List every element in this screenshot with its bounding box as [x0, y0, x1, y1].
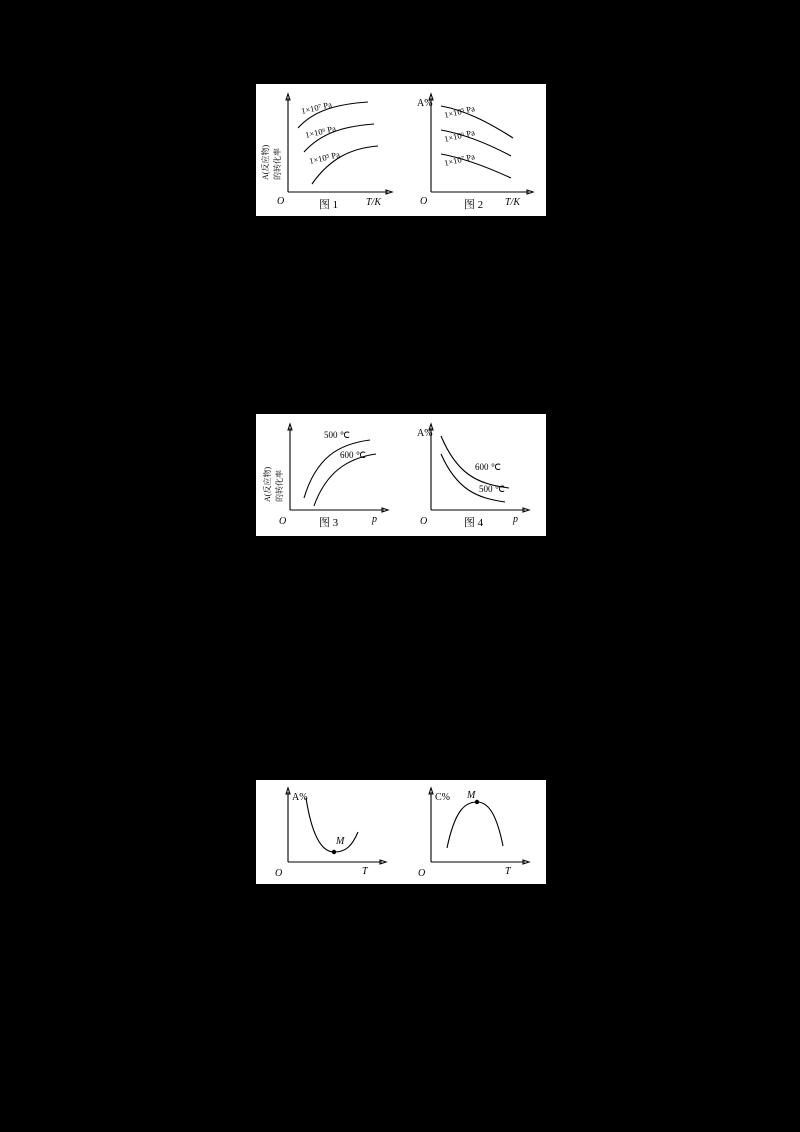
series-label-p5: 1×10⁵ Pa — [308, 149, 341, 166]
x-axis-label: p — [513, 514, 518, 525]
chart-6 — [401, 780, 546, 884]
origin-label: O — [279, 516, 287, 527]
x-axis-label: T — [362, 866, 368, 877]
y-axis-label-line2: 的转化率 — [273, 148, 282, 180]
y-axis-label-line1: A(反应物) — [261, 144, 270, 180]
caption-figure-3: 图 3 — [318, 517, 339, 529]
series-label-500: 500 ℃ — [479, 484, 505, 494]
caption-figure-1: 图 1 — [318, 199, 339, 211]
chart-4 — [401, 414, 546, 536]
x-axis-label: T — [505, 866, 511, 877]
x-axis-label: T/K — [366, 197, 382, 208]
origin-label: O — [418, 868, 426, 879]
series-label-p6: 1×10⁶ Pa — [304, 123, 337, 140]
y-axis-label: C% — [435, 792, 450, 803]
x-axis-label: p — [372, 514, 377, 525]
caption-figure-2: 图 2 — [463, 199, 484, 211]
series-label-p5: 1×10⁵ Pa — [443, 103, 476, 120]
series-label-500: 500 ℃ — [324, 430, 350, 440]
curve-p5 — [312, 146, 378, 184]
figure-group-2 — [256, 414, 546, 536]
point-M-label: M — [467, 790, 476, 801]
chart-2 — [401, 84, 546, 216]
point-M-marker — [475, 800, 479, 804]
figure-group-3 — [256, 780, 546, 884]
chart-6-svg — [401, 780, 546, 884]
series-label-600: 600 ℃ — [475, 462, 501, 472]
series-label-p7: 1×10⁷ Pa — [443, 151, 476, 168]
caption-figure-4: 图 4 — [463, 517, 484, 529]
curve-C-percent — [447, 802, 503, 848]
y-axis-label: A% — [417, 98, 433, 109]
series-label-p7: 1×10⁷ Pa — [300, 99, 333, 116]
origin-label: O — [420, 196, 428, 207]
y-axis-label-line1: A(反应物) — [263, 466, 272, 502]
point-M-label: M — [336, 836, 345, 847]
y-axis-label: A% — [292, 792, 308, 803]
figure-group-1 — [256, 84, 546, 216]
y-axis-label-line2: 的转化率 — [275, 470, 284, 502]
chart-3 — [256, 414, 401, 536]
point-M-marker — [332, 850, 336, 854]
series-label-p6: 1×10⁶ Pa — [443, 127, 476, 144]
curve-A-percent — [306, 798, 358, 852]
curve-500 — [304, 440, 370, 498]
chart-5 — [256, 780, 401, 884]
origin-label: O — [420, 516, 428, 527]
origin-label: O — [277, 196, 285, 207]
chart-1 — [256, 84, 401, 216]
y-axis-label: A% — [417, 428, 433, 439]
chart-5-svg — [256, 780, 401, 884]
x-axis-label: T/K — [505, 197, 521, 208]
series-label-600: 600 ℃ — [340, 450, 366, 460]
origin-label: O — [275, 868, 283, 879]
